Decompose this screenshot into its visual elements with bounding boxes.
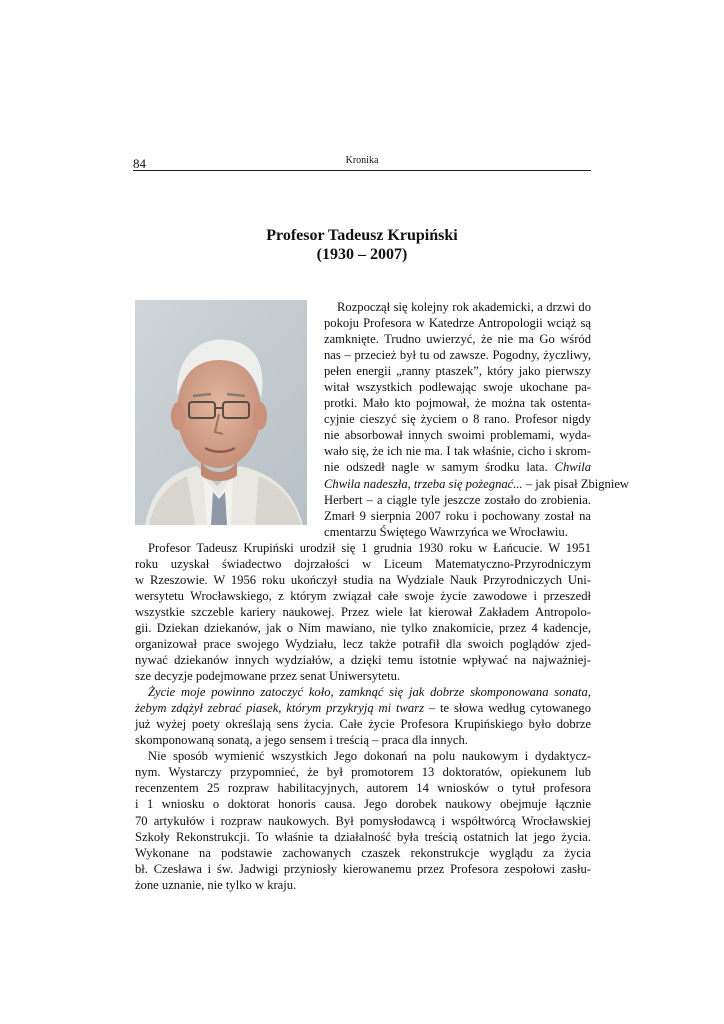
body-line: cyjnie cieszyć się życiem o 8 rano. Profesor nigdy xyxy=(324,412,591,427)
body-line: cmentarzu Świętego Wawrzyńca we Wrocławiu. xyxy=(324,524,568,539)
body-line: pełen energii „ranny ptaszek”, który jako pierwszy xyxy=(324,364,591,379)
body-line: żone uznanie, nie tylko w kraju. xyxy=(135,877,297,892)
body-line: Nie sposób wymienić wszystkich Jego dokonań na polu naukowym i dydaktycz- xyxy=(148,749,591,764)
body-line: wszystkie szczeble kariery naukowej. Przez wiele lat kierował Zakładem Antropolo- xyxy=(135,604,591,619)
body-line: wało się, że ich nie ma. I tak właśnie, cicho i skrom- xyxy=(324,444,591,459)
body-line: roku uzyskał świadectwo dojrzałości w Liceum Matematyczno-Przyrodniczym xyxy=(135,556,591,571)
body-text: – te słowa według cytowanego xyxy=(424,701,591,716)
body-line: witał wszystkich podlewając swoje ukochane pa- xyxy=(324,380,591,395)
body-line xyxy=(324,459,591,475)
body-line: sze decyzje podejmowane przez senat Uniwersytetu. xyxy=(135,669,401,684)
quote-herbert-part1: Chwila xyxy=(554,460,591,475)
body-line: gii. Dziekan dziekanów, jak o Nim mawiano, nie tylko znakomicie, przez 4 kadencje, xyxy=(135,620,591,635)
quote-herbert: Chwila nadeszła, trzeba się pożegnać... xyxy=(324,476,523,491)
title-years: (1930 – 2007) xyxy=(316,246,408,263)
body-line: nym. Wystarczy przypomnieć, że był promotorem 13 doktoratów, opiekunem lub xyxy=(135,765,591,780)
body-line: zamknięte. Trudno uwierzyć, że nie ma Go wśród xyxy=(324,332,591,347)
body-line xyxy=(324,476,630,492)
body-line: wersytetu Wrocławskiego, z którym związał całe swoje życie zawodowe i przeszedł xyxy=(135,588,591,603)
body-line: już wyżej poety określają sens życia. Całe życie Profesora Krupińskiego było dobrze xyxy=(135,717,591,732)
body-line xyxy=(135,700,591,716)
body-line: Zmarł 9 sierpnia 2007 roku i pochowany został na xyxy=(324,508,591,523)
body-line: nywać dziekanów innych wydziałów, a dzięki temu istotnie wpływać na najważniej- xyxy=(135,653,591,668)
article-body xyxy=(135,299,630,893)
page-number: 84 xyxy=(133,156,146,171)
body-line: pokoju Profesora w Katedrze Antropologii wciąż są xyxy=(324,316,591,331)
body-line: i 1 wniosku o doktorat honoris causa. Jego dorobek naukowy obejmuje łącznie xyxy=(135,797,591,812)
body-line: w Rzeszowie. W 1956 roku ukończył studia na Wydziale Nauk Przyrodniczych Uni- xyxy=(135,572,591,587)
body-line: Wykonane na podstawie zachowanych czaszek rekonstrukcje wyglądu za życia xyxy=(135,845,591,860)
body-line: Rozpoczął się kolejny rok akademicki, a drzwi do xyxy=(337,300,591,314)
header-rule xyxy=(133,170,591,171)
quote-sonata-continued: żebym zdążył zebrać piasek, którym przykryją mi twarz xyxy=(135,701,424,716)
body-line: protki. Mało kto pojmował, że można tak ostenta- xyxy=(324,396,591,411)
body-line xyxy=(135,684,591,700)
body-line: 70 artykułów i rozpraw naukowych. Był pomysłodawcą i współtwórcą Wrocławskiej xyxy=(135,813,591,828)
body-text: – jak pisał Zbigniew xyxy=(522,476,630,491)
body-line: Szkoły Rekonstrukcji. To właśnie ta działalność była treścią ostatnich lat jego życia. xyxy=(135,829,591,844)
body-text: nie odszedł nagle w samym środku lata. xyxy=(324,460,548,475)
body-line: bł. Czesława i św. Jadwigi przyniosły kierowanemu przez Profesora zespołowi zasłu- xyxy=(135,861,591,876)
body-line: skomponowaną sonatą, a jego sensem i treścią – praca dla innych. xyxy=(135,733,468,748)
body-line: nas – przecież był tu od zawsze. Pogodny, życzliwy, xyxy=(324,348,591,363)
body-line: nie absorbował innych swoimi problemami, wyda- xyxy=(324,428,591,443)
article-title xyxy=(133,226,591,264)
running-head: Kronika xyxy=(345,155,379,166)
body-line: Profesor Tadeusz Krupiński urodził się 1 grudnia 1930 roku w Łańcucie. W 1951 xyxy=(148,540,591,555)
body-line: organizował prace swojego Wydziału, lecz także potrafił dla swoich poglądów zjed- xyxy=(135,636,591,651)
body-line: Herbert – a ciągle tyle jeszcze zostało do zrobienia. xyxy=(324,492,591,507)
quote-sonata: Życie moje powinno zatoczyć koło, zamknąć się jak dobrze skomponowana sonata, xyxy=(148,685,591,700)
title-name: Profesor Tadeusz Krupiński xyxy=(266,227,458,244)
body-line: recenzentem 25 rozpraw habilitacyjnych, autorem 14 wniosków o tytuł profesora xyxy=(135,781,591,796)
